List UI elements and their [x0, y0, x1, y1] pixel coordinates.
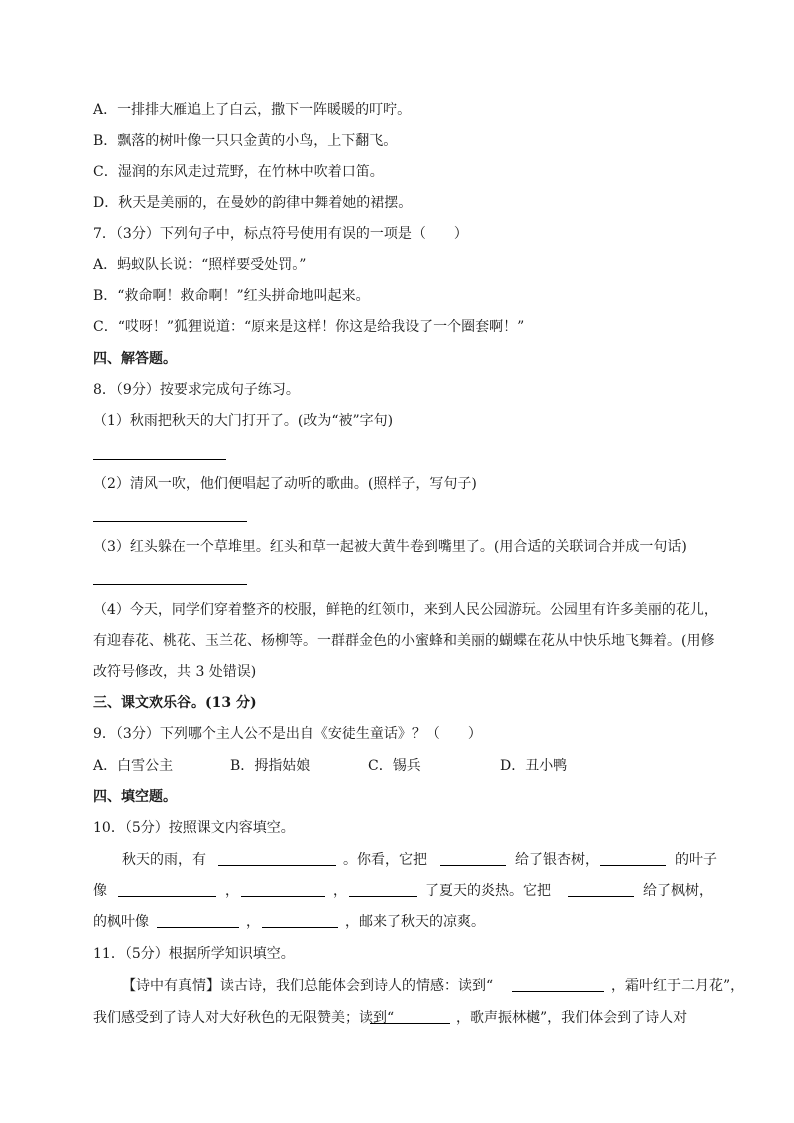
q10-line3-comma: ，: [246, 914, 260, 930]
q10-line2-text-d: 了夏天的炎热。它把: [425, 883, 551, 899]
q10-line1-text-a: 秋天的雨，有: [122, 852, 206, 868]
q8-part-4-line2: 有迎春花、桃花、玉兰花、杨柳等。一群群金色的小蜜蜂和美丽的蝴蝶在花从中快乐地飞舞着。(用修: [93, 633, 715, 649]
q6-option-a: A．一排排大雁追上了白云，撒下一阵暖暖的叮咛。: [93, 102, 412, 118]
q10-blank-7[interactable]: [568, 896, 634, 897]
q10-blank-2[interactable]: [440, 865, 506, 866]
q10-line1-text-b: 。你看，它把: [343, 852, 427, 868]
q10-line1-text-c: 给了银杏树，: [515, 852, 599, 868]
q11-line2-text-a: 我们感受到了诗人对大好秋色的无限赞美；读到“: [93, 1010, 395, 1026]
q9-stem: 9．（3分）下列哪个主人公不是出自《安徒生童话》？（ ）: [93, 726, 482, 742]
q10-line2-comma-1: ，: [225, 883, 239, 899]
q7-option-c: C．“哎呀！”狐狸说道：“原来是这样！你这是给我设了一个圈套啊！”: [93, 319, 525, 335]
q10-blank-8[interactable]: [157, 927, 239, 928]
q9-option-a: A．白雪公主: [93, 758, 174, 774]
q10-blank-1[interactable]: [218, 865, 336, 866]
section-heading-text-fun: 三、课文欢乐谷。(13 分): [93, 695, 257, 711]
q8-part-4-line3: 改符号修改，共 3 处错误): [93, 664, 257, 680]
q8-answer-line-1[interactable]: [93, 459, 226, 460]
q11-stem: 11．（5分）根据所学知识填空。: [93, 946, 295, 962]
q7-option-a: A．蚂蚁队长说：“照样要受处罚。”: [93, 257, 307, 273]
q6-option-d: D．秋天是美丽的，在曼妙的韵律中舞着她的裙摆。: [93, 195, 413, 211]
q9-option-c: C．锡兵: [368, 758, 421, 774]
q8-part-4-line1: （4）今天，同学们穿着整齐的校服，鲜艳的红领巾，来到人民公园游玩。公园里有许多美丽的花儿，: [93, 602, 718, 618]
q7-option-b: B．“救命啊！救命啊！”红头拼命地叫起来。: [93, 288, 370, 304]
q11-line1-text-a: 【诗中有真情】读古诗，我们总能体会到诗人的情感：读到“: [122, 978, 494, 994]
q10-blank-5[interactable]: [241, 896, 325, 897]
q11-line1-text-b: ，霜叶红于二月花”，: [611, 978, 745, 994]
section-heading-fill: 四、填空题。: [93, 789, 177, 805]
q8-part-2: （2）清风一吹，他们便唱起了动听的歌曲。(照样子，写句子): [93, 476, 477, 492]
q6-option-c: C．湿润的东风走过荒野，在竹林中吹着口笛。: [93, 164, 384, 180]
q10-blank-9[interactable]: [262, 927, 338, 928]
q10-blank-3[interactable]: [600, 865, 666, 866]
q9-option-b: B．拇指姑娘: [230, 758, 311, 774]
q11-line2-text-b: ，歌声振林樾”，我们体会到了诗人对: [456, 1010, 688, 1026]
q10-blank-6[interactable]: [349, 896, 417, 897]
q11-blank-2[interactable]: [370, 1023, 450, 1024]
q7-stem: 7．（3分）下列句子中，标点符号使用有误的一项是（ ）: [93, 226, 468, 242]
q10-line3-text-c: ，邮来了秋天的凉爽。: [345, 914, 485, 930]
q10-line2-text-a: 像: [93, 883, 107, 899]
q8-stem: 8．（9分）按要求完成句子练习。: [93, 382, 300, 398]
section-heading-answer: 四、解答题。: [93, 351, 177, 367]
q10-line2-text-e: 给了枫树，: [643, 883, 713, 899]
q11-blank-1[interactable]: [512, 991, 604, 992]
q10-stem: 10．（5分）按照课文内容填空。: [93, 820, 295, 836]
q10-line1-text-d: 的叶子: [675, 852, 717, 868]
q10-line3-text-a: 的枫叶像: [93, 914, 149, 930]
q8-part-3: （3）红头躲在一个草堆里。红头和草一起被大黄牛卷到嘴里了。(用合适的关联词合并成一句话): [93, 539, 687, 555]
q9-option-d: D．丑小鸭: [500, 758, 568, 774]
q10-blank-4[interactable]: [118, 896, 216, 897]
q6-option-b: B．飘落的树叶像一只只金黄的小鸟，上下翻飞。: [93, 133, 398, 149]
q10-line2-comma-2: ，: [333, 883, 347, 899]
q8-part-1: （1）秋雨把秋天的大门打开了。(改为“被”字句): [93, 413, 394, 429]
q8-answer-line-3[interactable]: [93, 584, 247, 585]
q8-answer-line-2[interactable]: [93, 521, 247, 522]
